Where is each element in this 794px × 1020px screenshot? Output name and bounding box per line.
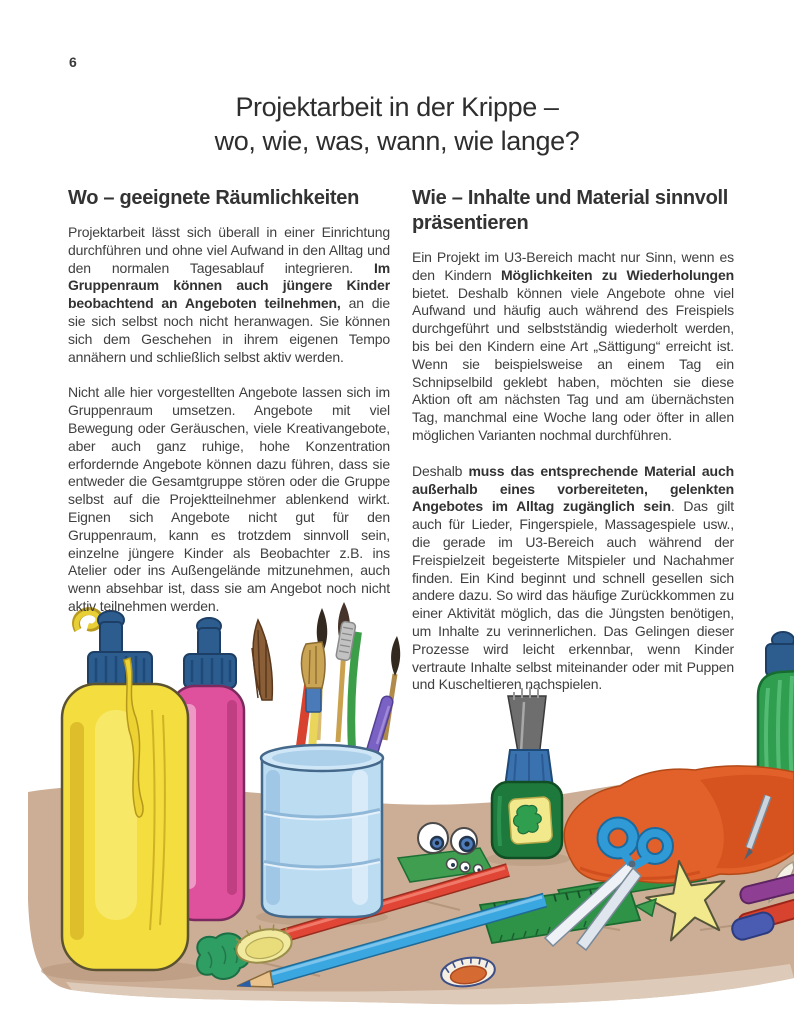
body-text: an die sie sich selbst noch nicht heranwagen. Sie können sich dem Geschehen in ihrem eigenen Tempo annähern und schließlich selbst aktiv werden. (68, 295, 391, 365)
body-text: bietet. Deshalb können viele Angebote ohne viel Aufwand und häufig auch während des Freispiels durchgeführt und selbstständig wiederholt werden, bis bei den Kindern eine Art „Sättigung“ erreicht ist. Wenn sie beispielsweise an einem Tag ein Schnipselbild geklebt haben, möchten sie diese Aktion oft am nächsten Tag und am übernächsten Tag, manchmal eine Woche lang oder öfter in allen möglichen Varianten nochmal durchführen. (412, 284, 734, 443)
glue-bottle (492, 687, 562, 858)
glue-label (509, 797, 553, 845)
column-right (412, 186, 734, 712)
body-text: . Das gilt auch für Lieder, Fingerspiele, Massagespiele usw., die gerade im U3-Bereich auch während der Freispielzeit begeisterte Mitspieler und Nachahmer finden. Ein Kind beginnt und schnell gesellen sich andere dazu. So wird das häufige Zurückkommen zu einer Aktivität möglich, das die Jüngsten benötigen, um Inhalte zu verinnerlichen. Das Gelingen dieser Prozesse wird leicht erkennbar, wenn Kinder vertraute Inhalte selbst miteinander oder mit Puppen und Kuscheltieren nachspielen. (412, 498, 734, 693)
body-text: Deshalb (412, 462, 469, 479)
text-columns (68, 186, 734, 712)
page-title-line2: wo, wie, was, wann, wie lange? (214, 126, 580, 156)
column-right-paragraphs (412, 249, 734, 694)
page-title (0, 90, 794, 158)
paragraph (68, 384, 390, 615)
body-text: Projektarbeit lässt sich überall in einer Einrichtung durchführen und ohne viel Aufwand in den Alltag und den normalen Tagesablauf integrieren. (68, 224, 390, 276)
body-text: Ein Projekt im U3-Bereich macht nur Sinn, wenn es den Kindern (412, 249, 734, 283)
body-text: Nicht alle hier vorgestellten Angebote lassen sich im Gruppenraum umsetzen. Angebote mit viel Bewegung oder Geräuschen, viele Kreativangebote, aber auch ganz ruhige, hohe Konzentration erfordernde Angebote können dazu führen, dass sie entweder die Gesamtgruppe stören oder die Gruppe selbst auf die Projektteilnehmer ablenkend wirkt. Eignen sich Angebote nicht gut für den Gruppenraum, kann es trotzdem sinnvoll sein, einzelne jüngere Kinder als Beobachter z.B. ins Atelier oder ins Außengelände mitzunehmen, auch wenn absehbar ist, dass sie am Angebot noch nicht aktiv teilnehmen werden. (68, 384, 390, 614)
paragraph (68, 224, 390, 366)
page-number: 6 (69, 54, 77, 70)
column-left-paragraphs (68, 224, 390, 616)
bold-text: Möglichkeiten zu Wiederholungen (501, 266, 734, 283)
paragraph (412, 463, 734, 694)
bold-text: muss das entsprechende Material auch außerhalb eines vorbereiteten, gelenkten Angebotes im Alltag zugänglich sein (412, 462, 734, 515)
column-left-heading: Wo – geeignete Räumlichkeiten (68, 187, 360, 209)
bold-text: Im Gruppenraum können auch jüngere Kinder beobachtend an Angeboten teilnehmen, (68, 259, 390, 312)
column-left (68, 186, 390, 712)
paragraph (412, 249, 734, 445)
page-title-line1: Projektarbeit in der Krippe – (235, 92, 559, 122)
brush-can (261, 745, 383, 917)
column-right-heading: Wie – Inhalte und Material sinnvoll präsentieren (412, 187, 729, 234)
